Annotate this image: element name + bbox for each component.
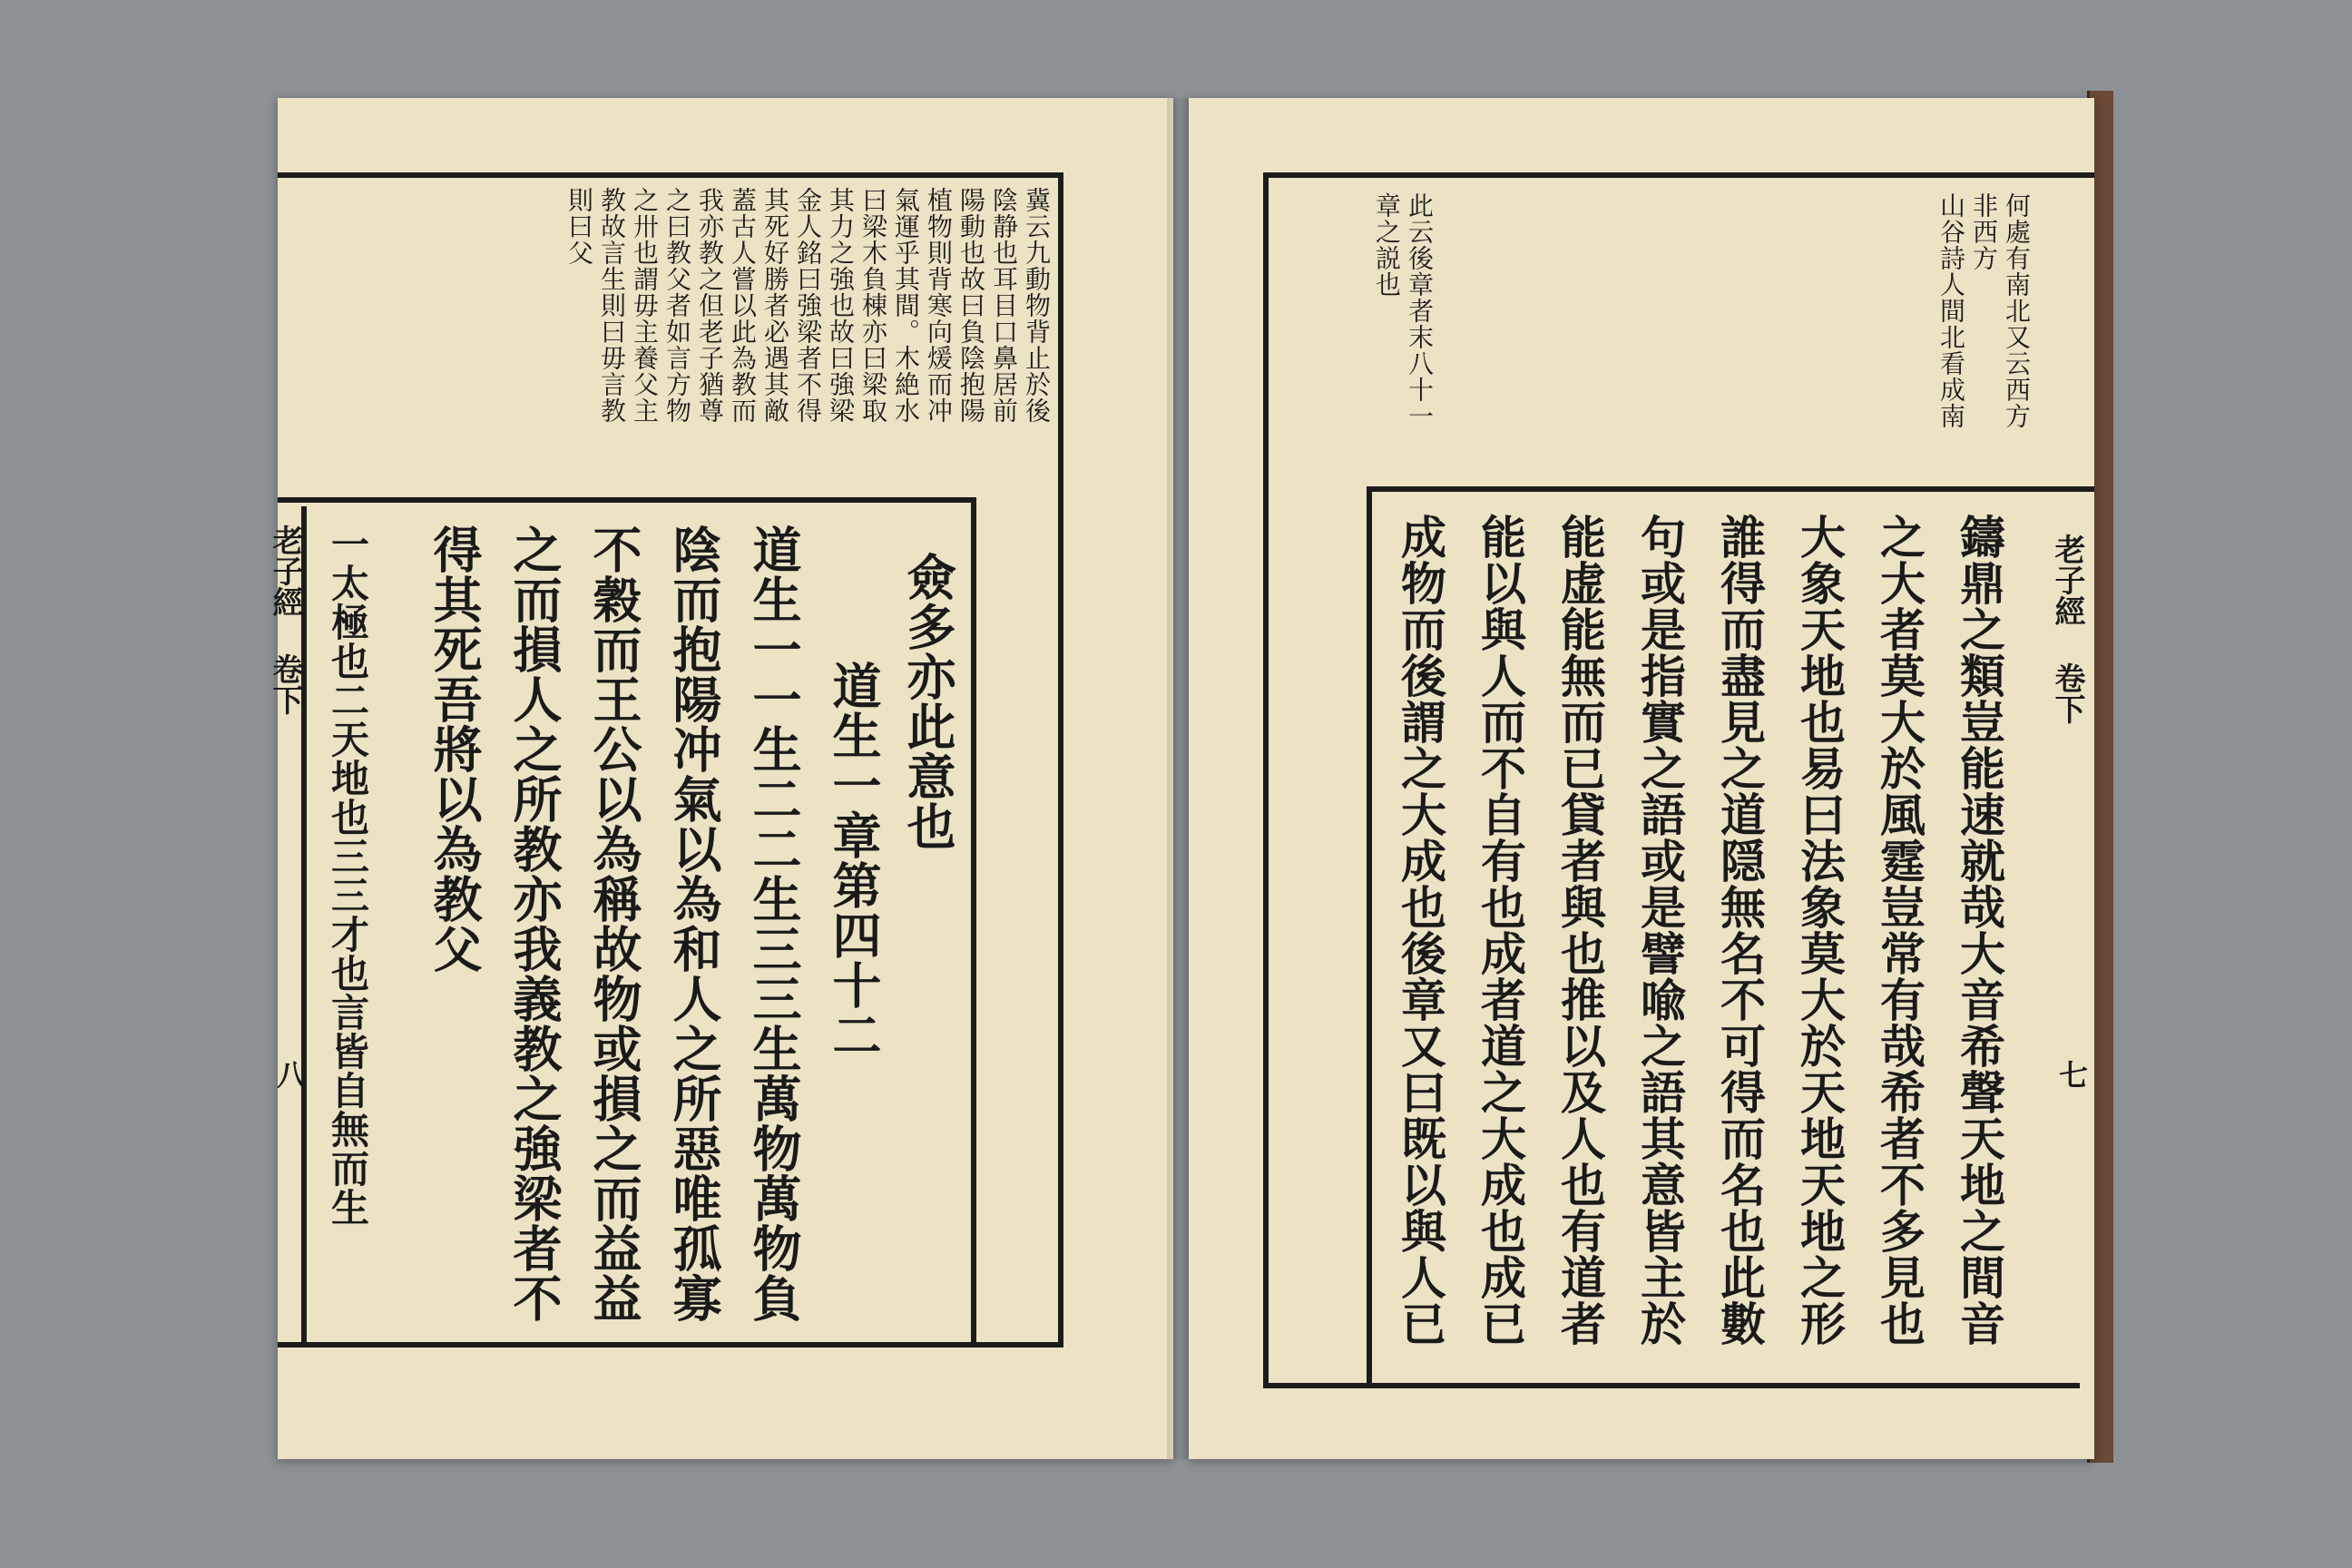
text-column: 句或是指實之語或是譬喩之語其意皆主於 [1633, 514, 1687, 1347]
note-column: 我亦教之但老子猶尊 [695, 187, 725, 424]
note-column: 冀云九動物背止於後 [1022, 187, 1052, 424]
note-column: 金人銘曰強梁者不得 [793, 187, 823, 424]
note-column: 之卅也謂毋主養父主 [630, 187, 660, 424]
margin-title: 老子經 卷下 [2049, 534, 2085, 724]
note-column: 之曰教父者如言方物 [662, 187, 692, 424]
note-column: 教故言生則曰毋言教 [597, 187, 627, 424]
text-column: 陰而抱陽冲氣以為和人之所惡唯孤寡 [665, 524, 723, 1323]
text-column: 能虚能無而已貸者與也推以及人也有道者 [1553, 514, 1607, 1347]
right-border-rule [1058, 172, 1063, 1348]
note-column: 陰静也耳目口鼻居前 [989, 187, 1019, 424]
note-column: 氣運乎其間。木絶水 [891, 187, 921, 424]
top-border-rule [278, 172, 1063, 178]
note-column: 蓋古人嘗以此為教而 [728, 187, 758, 424]
text-column: 僉多亦此意也 [899, 552, 957, 851]
right-page [1189, 98, 2094, 1459]
note-column: 非西方 [1969, 192, 1999, 271]
leaf-number: 七 [2054, 1060, 2089, 1089]
leaf-number: 八 [272, 1060, 307, 1089]
main-block-left-rule [1367, 486, 1372, 1383]
notes-divider-rule [1367, 486, 2094, 492]
note-column: 植物則背寒向煖而冲 [924, 187, 954, 424]
left-page [267, 98, 1173, 1459]
top-border-rule [1263, 172, 2094, 178]
commentary-column: 一太極也二天地也三三才也言皆自無而生 [326, 524, 370, 1227]
margin-title: 老子經 卷下 [267, 524, 303, 715]
bottom-border-rule [1263, 1383, 2080, 1388]
note-column: 曰梁木負棟亦曰梁取 [858, 187, 888, 424]
book-gutter [1167, 98, 1191, 1459]
note-column: 山谷詩人間北看成南 [1936, 192, 1966, 429]
text-column: 鑄鼎之類豈能速就哉大音希聲天地之間音 [1953, 514, 2006, 1347]
text-column: 之大者莫大於風霆豈常有哉希者不多見也 [1873, 514, 1926, 1347]
text-column: 之而損人之所教亦我義教之強梁者不 [505, 524, 564, 1323]
note-column: 陽動也故曰負陰抱陽 [956, 187, 986, 424]
chapter-heading: 道生一章第四十二 [825, 661, 883, 1060]
note-column: 其力之強也故曰強梁 [826, 187, 856, 424]
note-column: 則曰父 [564, 187, 594, 266]
left-border-rule [1263, 172, 1269, 1388]
text-column: 誰得而盡見之道隠無名不可得而名也此數 [1713, 514, 1767, 1347]
text-column: 大象天地也易曰法象莫大於天地天地之形 [1793, 514, 1847, 1347]
text-column: 道生一一生二二生三三生萬物萬物負 [745, 524, 803, 1323]
bottom-border-rule [278, 1342, 1063, 1348]
main-block-right-rule [971, 497, 976, 1348]
text-column: 成物而後謂之大成也後章又曰既以與人已 [1394, 514, 1447, 1347]
note-column: 何處有南北又云西方 [2002, 192, 2032, 429]
notes-divider-rule [278, 497, 976, 503]
text-column: 不穀而王公以為稱故物或損之而益益 [585, 524, 643, 1323]
note-column: 此云後章者末八十一 [1405, 192, 1435, 429]
note-column: 其死好勝者必遇其敵 [760, 187, 790, 424]
note-column: 章之説也 [1372, 192, 1402, 298]
text-column: 得其死吾將以為教父 [426, 524, 484, 974]
text-column: 能以與人而不自有也成者道之大成也成已 [1474, 514, 1527, 1347]
